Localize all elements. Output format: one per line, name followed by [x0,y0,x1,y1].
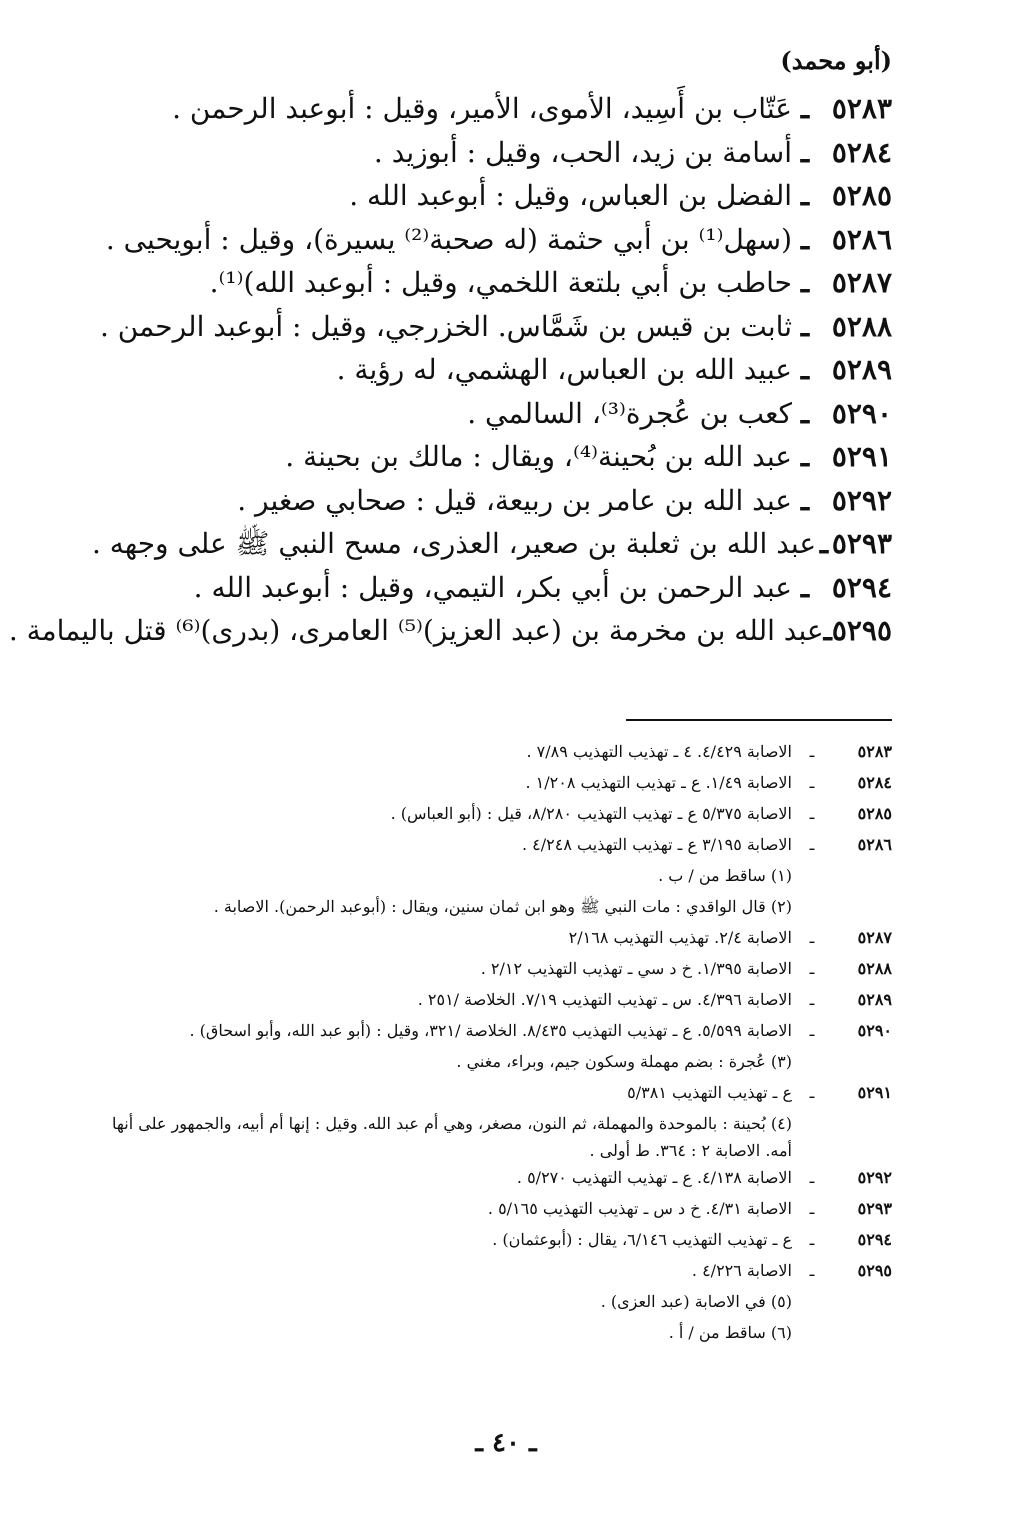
entry-row [92,179,892,223]
entry-text: عبد الرحمن بن أبي بكر، التيمي، وقيل : أبوعبد الله . [193,570,792,604]
footnote-dash: ـ [809,1083,815,1102]
footnote-dash: ـ [809,804,815,823]
footnote-text: (٢) قال الواقدي : مات النبي ﷺ وهو ابن ثمان سنين، ويقال : (أبوعبد الرحمن). الاصابة . [213,897,792,916]
footnote-text: الاصابة ٢/٤. تهذيب التهذيب ٢/١٦٨ [568,928,792,947]
footnote-text: (٤) بُحينة : بالموحدة والمهملة، ثم النون، مصغر، وهي أم عبد الله. وقيل : إنها أم أبيه، والجمهور على أنها أمه. الاصابة ٢ : ٣٦٤. ط أولى . [112,1114,792,1160]
footnote-dash: ـ [809,1021,815,1040]
entry-dash: ـ [800,483,810,517]
footnote-text: الاصابة ٤/٣١. خ د س ـ تهذيب التهذيب ٥/١٦٥ . [487,1199,792,1218]
entry-text: (سهل⁽¹⁾ بن أبي حثمة (له صحبة⁽²⁾ يسيرة)، وقيل : أبويحيى . [105,222,792,256]
entry-dash: ـ [800,570,810,604]
entry-text: عبد الله بن مخرمة بن (عبد العزيز)⁽⁵⁾ العامرى، (بدرى)⁽⁶⁾ قتل باليمامة . [8,614,824,647]
entry-number: ٥٢٩٢ [831,483,892,517]
footnote-dash: ـ [809,742,815,761]
footnote-row [92,1195,892,1226]
entry-text: أسامة بن زيد، الحب، وقيل : أبوزيد . [373,135,792,169]
footnote-row [92,1017,892,1048]
footnote-dash: ـ [809,835,815,854]
entry-row [92,527,892,571]
footnote-entry-number: ٥٢٩٤ [857,1230,892,1249]
entry-row [92,484,892,528]
entry-dash: ـ [800,353,810,386]
entry-number: ٥٢٩٠ [831,396,892,430]
entry-dash: ـ [800,135,810,169]
entry-number: ٥٢٩٣ [831,527,892,560]
entry-row [92,310,892,354]
footnote-dash: ـ [809,1168,815,1187]
entry-number: ٥٢٨٩ [831,353,892,386]
entry-dash: ـ [800,396,810,430]
entry-text: كعب بن عُجرة⁽³⁾، السالمي . [467,396,792,430]
entry-dash: ـ [819,527,829,560]
footnote-entry-number: ٥٢٨٩ [857,990,892,1009]
footnote-entry-number: ٥٢٨٣ [857,742,892,761]
footnote-dash: ـ [809,1261,815,1280]
footnote-row [92,862,892,893]
footnote-entry-number: ٥٢٩١ [857,1083,892,1102]
footnote-separator [626,719,892,721]
footnote-row [92,924,892,955]
footnote-text: (٦) ساقط من / أ . [668,1323,792,1342]
footnote-entry-number: ٥٢٩٠ [857,1021,892,1040]
footnote-row [92,831,892,862]
footnote-dash: ـ [809,773,815,792]
footnote-row [92,1319,892,1350]
footnote-text: الاصابة ٥/٣٧٥ ع ـ تهذيب التهذيب ٨/٢٨٠، قيل : (أبو العباس) . [390,804,792,823]
running-header: (أبو محمد) [780,46,892,75]
footnote-row [92,1164,892,1195]
entry-text: عبيد الله بن العباس، الهشمي، له رؤية . [336,353,792,386]
footnote-text: ع ـ تهذيب التهذيب ٥/٣٨١ [627,1083,792,1102]
entry-dash: ـ [800,266,810,299]
footnote-text: الاصابة ٤/٢٢٦ . [691,1261,792,1280]
footnote-row [92,1110,892,1164]
entry-number: ٥٢٨٤ [831,135,892,169]
entry-number: ٥٢٩١ [831,440,892,473]
footnote-row [92,1079,892,1110]
footnote-dash: ـ [809,1199,815,1218]
footnote-row [92,1257,892,1288]
footnote-text: الاصابة ١/٤٩. ع ـ تهذيب التهذيب ١/٢٠٨ . [525,773,792,792]
entry-number: ٥٢٩٥ [831,614,892,647]
footnote-row [92,769,892,800]
footnote-dash: ـ [809,1230,815,1249]
footnote-row [92,738,892,769]
entry-text: عبد الله بن بُحينة⁽⁴⁾، ويقال : مالك بن بحينة . [285,440,792,473]
entry-dash: ـ [800,222,810,256]
footnote-text: (٥) في الاصابة (عبد العزى) . [600,1292,792,1311]
footnote-dash: ـ [809,990,815,1009]
entry-text: عَتّاب بن أَسِيد، الأموى، الأمير، وقيل : أبوعبد الرحمن . [172,92,792,125]
footnote-entry-number: ٥٢٨٦ [857,835,892,854]
footnote-row [92,986,892,1017]
entry-row [92,223,892,267]
entry-dash: ـ [800,179,810,212]
footnote-row [92,1288,892,1319]
entry-row [8,614,892,658]
footnote-entry-number: ٥٢٨٥ [857,804,892,823]
entry-number: ٥٢٩٤ [831,570,892,604]
entry-row [92,353,892,397]
footnote-entry-number: ٥٢٩٢ [857,1168,892,1187]
footnote-text: الاصابة ١/٣٩٥. خ د سي ـ تهذيب التهذيب ٢/١٢ . [480,959,792,978]
footnote-list [92,738,892,1350]
footnote-entry-number: ٥٢٨٧ [857,928,892,947]
footnote-text: الاصابة ٤/٣٩٦. س ـ تهذيب التهذيب ٧/١٩. الخلاصة /٢٥١ . [417,990,792,1009]
footnote-row [92,1226,892,1257]
footnote-text: الاصابة ٣/١٩٥ ع ـ تهذيب التهذيب ٤/٢٤٨ . [522,835,792,854]
entry-number: ٥٢٨٦ [831,222,892,256]
footnote-entry-number: ٥٢٩٥ [857,1261,892,1280]
footnote-row [92,955,892,986]
entry-dash: ـ [823,614,832,647]
footnote-row [92,893,892,924]
entry-text: ثابت بن قيس بن شَمَّاس. الخزرجي، وقيل : أبوعبد الرحمن . [99,309,792,343]
footnote-entry-number: ٥٢٩٣ [857,1199,892,1218]
footnote-entry-number: ٥٢٨٨ [857,959,892,978]
entry-row [92,571,892,615]
footnote-text: ع ـ تهذيب التهذيب ٦/١٤٦، يقال : (أبوعثمان) . [492,1230,792,1249]
entry-row [92,440,892,484]
entry-text: عبد الله بن ثعلبة بن صعير، العذرى، مسح النبي ﷺ على وجهه . [92,527,817,560]
entry-number: ٥٢٨٥ [831,179,892,212]
footnote-text: الاصابة ٤/٤٢٩. ٤ ـ تهذيب التهذيب ٧/٨٩ . [526,742,792,761]
entry-dash: ـ [800,440,810,473]
footnote-dash: ـ [809,928,815,947]
entry-number: ٥٢٨٣ [831,92,892,125]
entry-number: ٥٢٨٧ [831,266,892,299]
entry-text: عبد الله بن عامر بن ربيعة، قيل : صحابي صغير . [237,483,792,517]
entry-text: حاطب بن أبي بلتعة اللخمي، وقيل : أبوعبد الله)⁽¹⁾. [209,266,792,299]
entry-number: ٥٢٨٨ [831,309,892,343]
footnote-row [92,800,892,831]
entry-dash: ـ [800,309,810,343]
footnote-text: (١) ساقط من / ب . [658,866,792,885]
page-number: ـ ٤٠ ـ [475,1428,537,1458]
footnote-text: الاصابة ٥/٥٩٩. ع ـ تهذيب التهذيب ٨/٤٣٥. الخلاصة /٣٢١، وقيل : (أبو عبد الله، وأبو اسحاق) . [189,1021,792,1040]
footnote-text: (٣) عُجرة : بضم مهملة وسكون جيم، وبراء، مغني . [456,1052,792,1071]
footnote-text: الاصابة ٤/١٣٨. ع ـ تهذيب التهذيب ٥/٢٧٠ . [516,1168,792,1187]
footnote-entry-number: ٥٢٨٤ [857,773,892,792]
entry-row [92,136,892,180]
entry-row [92,92,892,136]
entry-row [92,266,892,310]
entry-text: الفضل بن العباس، وقيل : أبوعبد الله . [349,179,792,212]
entry-dash: ـ [800,92,810,125]
entry-row [92,397,892,441]
footnote-dash: ـ [809,959,815,978]
entry-list [8,92,892,658]
footnote-row [92,1048,892,1079]
